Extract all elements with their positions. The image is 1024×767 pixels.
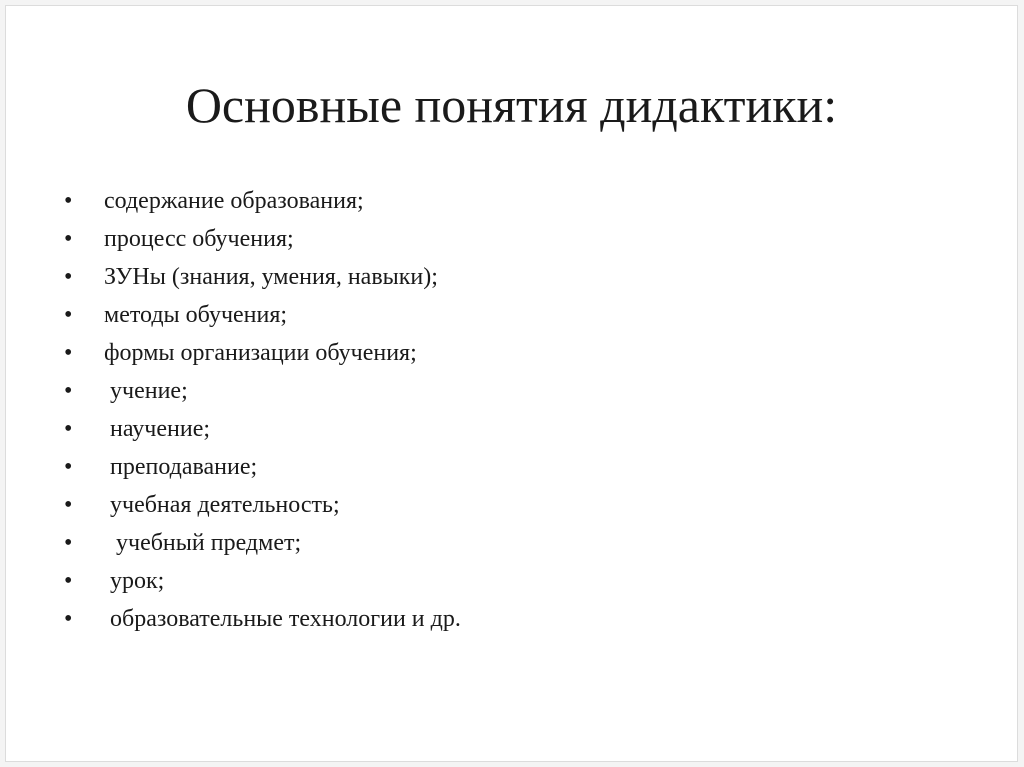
bullet-icon: • — [64, 454, 73, 480]
bullet-icon: • — [64, 264, 73, 290]
list-item-text: ЗУНы (знания, умения, навыки); — [104, 264, 438, 290]
list-item — [64, 334, 417, 372]
list-item-text: преподавание; — [104, 454, 258, 480]
bullet-icon: • — [64, 226, 73, 252]
bullet-icon: • — [64, 378, 73, 404]
list-item — [64, 296, 288, 334]
list-item — [64, 448, 258, 486]
list-item-text: учебная деятельность; — [104, 492, 340, 518]
list-item — [64, 182, 364, 220]
list-item-text: урок; — [104, 568, 165, 594]
list-item — [64, 372, 188, 410]
bullet-icon: • — [64, 302, 73, 328]
list-item — [64, 600, 461, 638]
bullet-icon: • — [64, 530, 73, 556]
list-item-text: содержание образования; — [104, 188, 364, 214]
list-item — [64, 524, 302, 562]
list-item-text: процесс обучения; — [104, 226, 294, 252]
bullet-icon: • — [64, 492, 73, 518]
bullet-icon: • — [64, 340, 73, 366]
list-item-text: учебный предмет; — [104, 530, 302, 556]
list-item — [64, 410, 211, 448]
bullet-icon: • — [64, 606, 73, 632]
list-item-text: научение; — [104, 416, 211, 442]
list-item — [64, 220, 294, 258]
slide-title: Основные понятия дидактики: — [185, 77, 838, 133]
list-item-text: учение; — [104, 378, 188, 404]
list-item — [64, 562, 165, 600]
list-item-text: методы обучения; — [104, 302, 288, 328]
list-item-text: формы организации обучения; — [104, 340, 417, 366]
slide — [5, 5, 1018, 762]
list-item-text: образовательные технологии и др. — [104, 606, 461, 632]
bullet-icon: • — [64, 188, 73, 214]
list-item — [64, 258, 438, 296]
bullet-list — [64, 182, 461, 638]
list-item — [64, 486, 340, 524]
bullet-icon: • — [64, 568, 73, 594]
bullet-icon: • — [64, 416, 73, 442]
